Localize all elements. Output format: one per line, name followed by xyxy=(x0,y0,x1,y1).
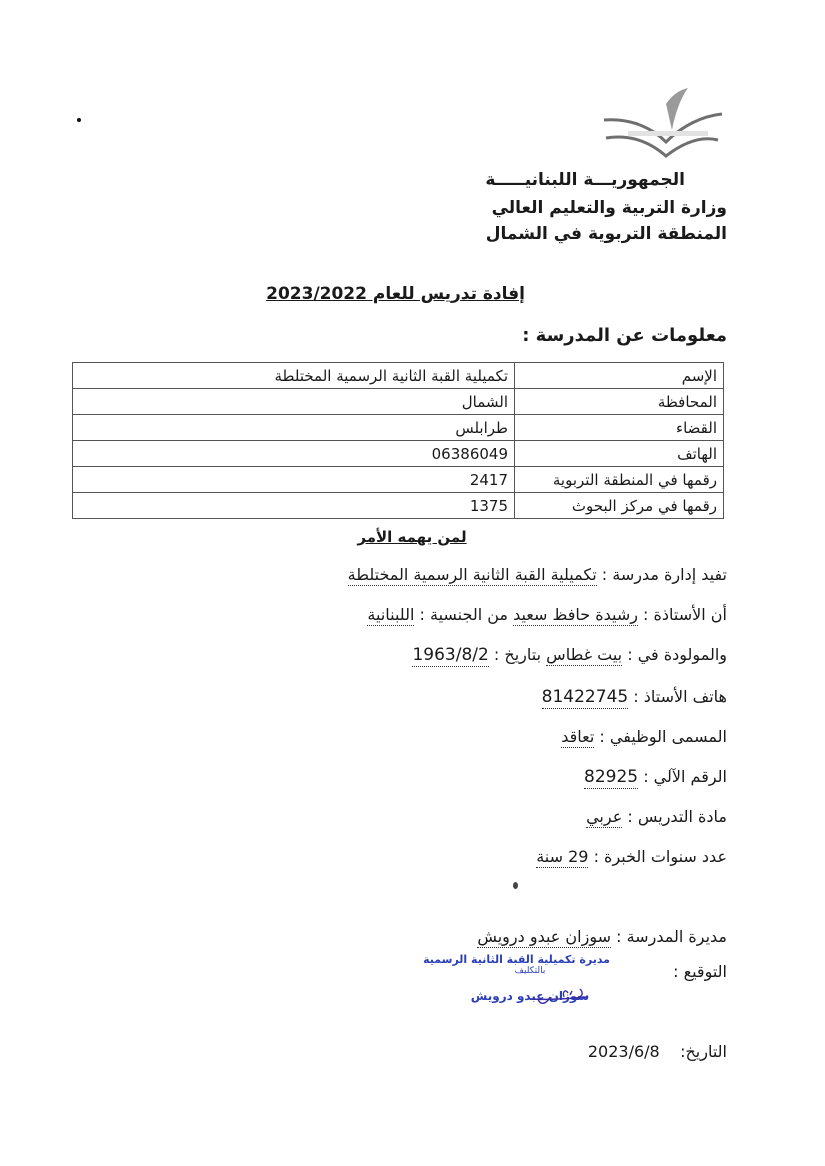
phone-value: 81422745 xyxy=(541,687,629,707)
date-line xyxy=(588,1042,727,1061)
birthplace-label: والمولودة في : xyxy=(627,645,727,664)
table-row xyxy=(73,493,724,519)
header-ministry: وزارة التربية والتعليم العالي xyxy=(491,198,727,218)
nationality-label: من الجنسية : xyxy=(419,605,508,624)
subject-value: عربي xyxy=(586,807,623,826)
row-value: 06386049 xyxy=(73,441,515,467)
school-label: تفيد إدارة مدرسة : xyxy=(601,565,727,584)
scan-speck xyxy=(77,118,81,122)
row-label: الإسم xyxy=(515,363,724,389)
experience-value: 29 سنة xyxy=(536,847,589,866)
row-label: القضاء xyxy=(515,415,724,441)
auto-number-line xyxy=(584,767,727,787)
subject-label: مادة التدريس : xyxy=(627,807,727,826)
school-info-table xyxy=(72,362,724,519)
document-title: إفادة تدريس للعام 2023/2022 xyxy=(266,284,525,304)
table-row xyxy=(73,415,724,441)
experience-label: عدد سنوات الخبرة : xyxy=(593,847,727,866)
birthdate-label: بتاريخ : xyxy=(493,645,542,664)
header-republic: الجمهوريـــة اللبنانيـــــة xyxy=(485,170,685,190)
signature-label: التوقيع : xyxy=(673,962,727,981)
row-label: المحافظة xyxy=(515,389,724,415)
school-info-heading: معلومات عن المدرسة : xyxy=(522,325,727,346)
school-value: تكميلية القبة الثانية الرسمية المختلطة xyxy=(347,565,597,584)
auto-number-label: الرقم الآلي : xyxy=(643,767,727,786)
row-label: الهاتف xyxy=(515,441,724,467)
phone-line xyxy=(542,687,727,707)
row-label: رقمها في المنطقة التربوية xyxy=(515,467,724,493)
row-value: تكميلية القبة الثانية الرسمية المختلطة xyxy=(73,363,515,389)
to-whom-heading: لمن يهمه الأمر xyxy=(357,528,467,546)
teacher-line xyxy=(367,605,727,624)
table-row xyxy=(73,389,724,415)
school-line xyxy=(348,565,727,584)
auto-number-value: 82925 xyxy=(584,767,639,787)
table-row xyxy=(73,441,724,467)
stamp-name: سوزان عبدو درويش xyxy=(470,989,590,1003)
job-title-value: تعاقد xyxy=(561,727,595,746)
row-value: الشمال xyxy=(73,389,515,415)
stamp-assignment: بالتكليف xyxy=(514,966,546,976)
birth-line xyxy=(412,645,727,665)
teacher-label: أن الأستاذة : xyxy=(643,605,727,624)
director-value: سوزان عبدو درويش xyxy=(477,927,612,946)
open-book-quill-icon xyxy=(598,84,726,170)
job-title-label: المسمى الوظيفي : xyxy=(599,727,727,746)
subject-line xyxy=(586,807,727,826)
header-region: المنطقة التربوية في الشمال xyxy=(485,224,727,244)
row-value: 1375 xyxy=(73,493,515,519)
row-label: رقمها في مركز البحوث xyxy=(515,493,724,519)
job-title-line xyxy=(561,727,727,746)
director-line xyxy=(477,927,727,946)
birthplace-value: بيت غطاس xyxy=(546,645,623,664)
row-value: طرابلس xyxy=(73,415,515,441)
table-row xyxy=(73,363,724,389)
stamp-title: مديرة تكميلية القبة الثانية الرسمية xyxy=(423,953,610,966)
handwritten-signature xyxy=(500,985,610,1007)
scan-speck xyxy=(513,882,518,889)
phone-label: هاتف الأستاذ : xyxy=(633,687,727,706)
table-row xyxy=(73,467,724,493)
nationality-value: اللبنانية xyxy=(367,605,415,624)
experience-line xyxy=(536,847,727,866)
director-label: مديرة المدرسة : xyxy=(616,927,727,946)
date-value: 2023/6/8 xyxy=(587,1042,660,1061)
teacher-value: رشيدة حافظ سعيد xyxy=(513,605,638,624)
date-label: التاريخ: xyxy=(680,1042,727,1061)
signature-line xyxy=(673,962,727,981)
birthdate-value: 1963/8/2 xyxy=(412,645,489,665)
row-value: 2417 xyxy=(73,467,515,493)
